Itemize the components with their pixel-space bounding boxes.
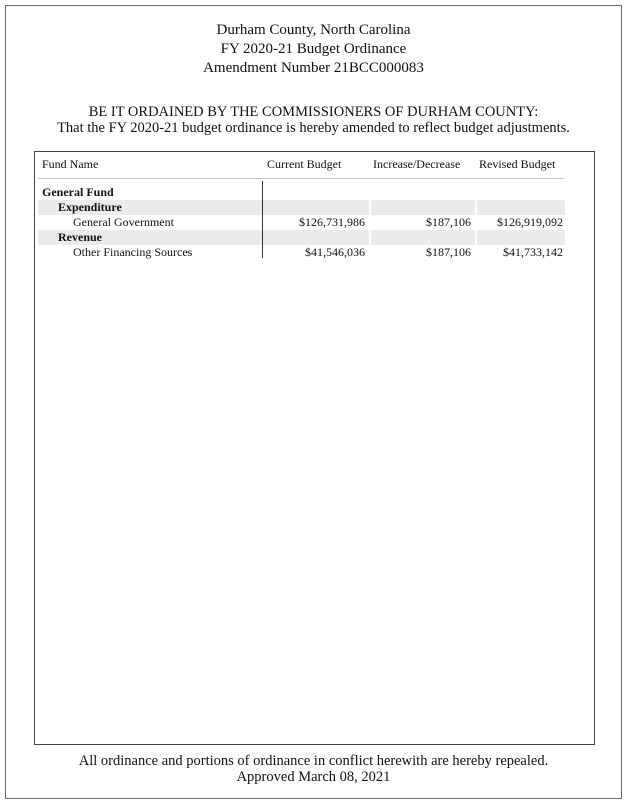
amendment-number: Amendment Number 21BCC000083	[203, 60, 424, 76]
budget-table	[34, 151, 595, 745]
ordained-statement: BE IT ORDAINED BY THE COMMISSIONERS OF DURHAM COUNTY:	[88, 104, 539, 120]
revenue-heading: Revenue	[58, 230, 102, 244]
current-budget-value: $41,546,036	[305, 245, 365, 259]
line-item-name: General Government	[73, 215, 174, 229]
ordinance-title: FY 2020-21 Budget Ordinance	[220, 41, 407, 57]
approval-date: Approved March 08, 2021	[236, 769, 391, 785]
table-row-expenditure-heading	[38, 200, 565, 215]
repeal-statement: All ordinance and portions of ordinance in conflict herewith are hereby repealed.	[78, 753, 549, 769]
current-budget-value: $126,731,986	[299, 215, 365, 229]
column-header-revised-budget: Revised Budget	[479, 157, 556, 171]
table-row-other-financing-sources	[38, 245, 565, 260]
amendment-statement: That the FY 2020-21 budget ordinance is hereby amended to reflect budget adjustments.	[57, 120, 570, 136]
table-row-general-government	[38, 215, 565, 230]
table-row-fund	[38, 185, 565, 200]
ordinance-page	[5, 5, 622, 799]
preamble	[6, 104, 621, 136]
revised-budget-value: $41,733,142	[503, 245, 563, 259]
document-footer	[6, 753, 621, 785]
column-header-increase-decrease: Increase/Decrease	[373, 157, 461, 171]
line-item-name: Other Financing Sources	[73, 245, 193, 259]
increase-decrease-value: $187,106	[426, 245, 471, 259]
fund-name: General Fund	[42, 185, 114, 199]
column-header-fund-name: Fund Name	[42, 157, 99, 171]
document-header	[6, 21, 621, 78]
county-name: Durham County, North Carolina	[216, 22, 411, 38]
revised-budget-value: $126,919,092	[497, 215, 563, 229]
fund-column-divider	[262, 181, 263, 258]
table-row-revenue-heading	[38, 230, 565, 245]
expenditure-heading: Expenditure	[58, 200, 122, 214]
increase-decrease-value: $187,106	[426, 215, 471, 229]
header-divider	[38, 178, 565, 179]
column-header-current-budget: Current Budget	[267, 157, 342, 171]
